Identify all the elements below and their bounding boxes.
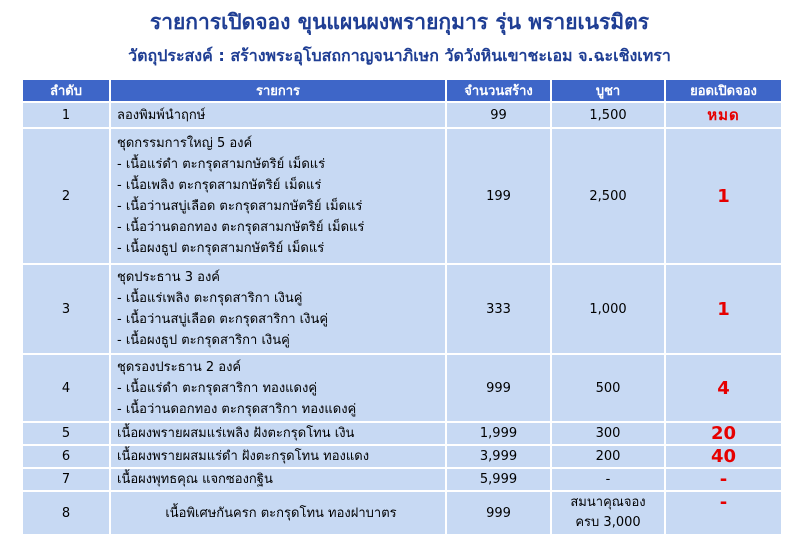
- row-price: [551, 491, 665, 535]
- table-row: [22, 445, 782, 468]
- price-note-line: สมนาคุณจอง: [570, 495, 646, 510]
- row-no: 8: [22, 491, 110, 535]
- item-line: เนื้อผงพรายผสมแร่เพลิง ฝังตะกรุดโทน เงิน: [117, 426, 355, 441]
- item-line: เนื้อผงพุทธคุณ แจกซองกฐิน: [117, 472, 273, 487]
- row-qty: 3,999: [446, 445, 551, 468]
- row-qty: 333: [446, 264, 551, 354]
- row-item: [110, 422, 446, 445]
- col-header-qty: จำนวนสร้าง: [446, 79, 551, 102]
- row-item: [110, 128, 446, 264]
- page-title: รายการเปิดจอง ขุนแผนผงพรายกุมาร รุ่น พรายเนรมิตร: [149, 10, 650, 34]
- row-price: -: [551, 468, 665, 491]
- item-line: - เนื้อแร่ดำ ตะกรุดสามกษัตริย์ เม็ดแร่: [117, 157, 326, 172]
- row-price: 1,000: [551, 264, 665, 354]
- row-price: 500: [551, 354, 665, 422]
- item-line: - เนื้อว่านดอกทอง ตะกรุดสามกษัตริย์ เม็ดแร่: [117, 220, 365, 235]
- row-qty: 999: [446, 491, 551, 535]
- row-qty: 999: [446, 354, 551, 422]
- row-item: [110, 264, 446, 354]
- table-row: [22, 468, 782, 491]
- item-line: เนื้อพิเศษกันครก ตะกรุดโทน ทองฝาบาตร: [165, 505, 397, 521]
- row-qty: 199: [446, 128, 551, 264]
- row-no: 7: [22, 468, 110, 491]
- row-no: 1: [22, 102, 110, 128]
- row-price: 200: [551, 445, 665, 468]
- table-header-row: [22, 79, 782, 102]
- item-line: - เนื้อเพลิง ตะกรุดสามกษัตริย์ เม็ดแร่: [117, 178, 322, 193]
- item-line: - เนื้อผงธูป ตะกรุดสาริกา เงินคู่: [117, 333, 290, 348]
- page-subtitle: วัตถุประสงค์ : สร้างพระอุโบสถกาญจนาภิเษก วัดวังหินเขาชะเอม จ.ฉะเชิงเทรา: [128, 46, 671, 65]
- item-line: - เนื้อแร่ดำ ตะกรุดสาริกา ทองแดงคู่: [117, 380, 318, 396]
- row-qty: 99: [446, 102, 551, 128]
- table-row: [22, 128, 782, 264]
- row-booked: 4: [665, 354, 782, 422]
- row-price: 2,500: [551, 128, 665, 264]
- col-header-item: รายการ: [110, 79, 446, 102]
- row-booked: 1: [665, 128, 782, 264]
- row-booked: 40: [665, 445, 782, 468]
- item-line: - เนื้อแร่เพลิง ตะกรุดสาริกา เงินคู่: [117, 291, 303, 306]
- item-line: ลองพิมพ์นำฤกษ์: [117, 107, 206, 123]
- table-row: [22, 491, 782, 535]
- item-line: - เนื้อว่านสบู่เลือด ตะกรุดสามกษัตริย์ เม็ดแร่: [117, 199, 363, 214]
- price-note-line: ครบ 3,000: [575, 515, 641, 530]
- item-line: ชุดรองประธาน 2 องค์: [117, 359, 242, 375]
- table-row: [22, 354, 782, 422]
- row-qty: 5,999: [446, 468, 551, 491]
- row-no: 6: [22, 445, 110, 468]
- row-item: [110, 445, 446, 468]
- item-line: - เนื้อว่านดอกทอง ตะกรุดสาริกา ทองแดงคู่: [117, 401, 357, 417]
- row-item: [110, 491, 446, 535]
- table-row: [22, 422, 782, 445]
- row-no: 2: [22, 128, 110, 264]
- row-item: [110, 102, 446, 128]
- row-item: [110, 354, 446, 422]
- col-header-no: ลำดับ: [22, 79, 110, 102]
- row-qty: 1,999: [446, 422, 551, 445]
- row-price: 300: [551, 422, 665, 445]
- item-line: - เนื้อว่านสบู่เลือด ตะกรุดสาริกา เงินคู่: [117, 312, 329, 327]
- row-booked: หมด: [665, 102, 782, 128]
- table-row: [22, 102, 782, 128]
- col-header-booked: ยอดเปิดจอง: [665, 79, 782, 102]
- row-no: 4: [22, 354, 110, 422]
- item-line: เนื้อผงพรายผสมแร่ดำ ฝังตะกรุดโทน ทองแดง: [117, 449, 370, 464]
- booking-table: [21, 78, 783, 536]
- col-header-price: บูชา: [551, 79, 665, 102]
- item-line: ชุดกรรมการใหญ่ 5 องค์: [117, 136, 253, 151]
- table-row: [22, 264, 782, 354]
- row-booked: -: [665, 468, 782, 491]
- row-booked: 1: [665, 264, 782, 354]
- row-item: [110, 468, 446, 491]
- row-price: 1,500: [551, 102, 665, 128]
- row-no: 5: [22, 422, 110, 445]
- row-booked: -: [665, 491, 782, 535]
- item-line: ชุดประธาน 3 องค์: [117, 270, 220, 285]
- row-booked: 20: [665, 422, 782, 445]
- item-line: - เนื้อผงธูป ตะกรุดสามกษัตริย์ เม็ดแร่: [117, 241, 325, 256]
- row-no: 3: [22, 264, 110, 354]
